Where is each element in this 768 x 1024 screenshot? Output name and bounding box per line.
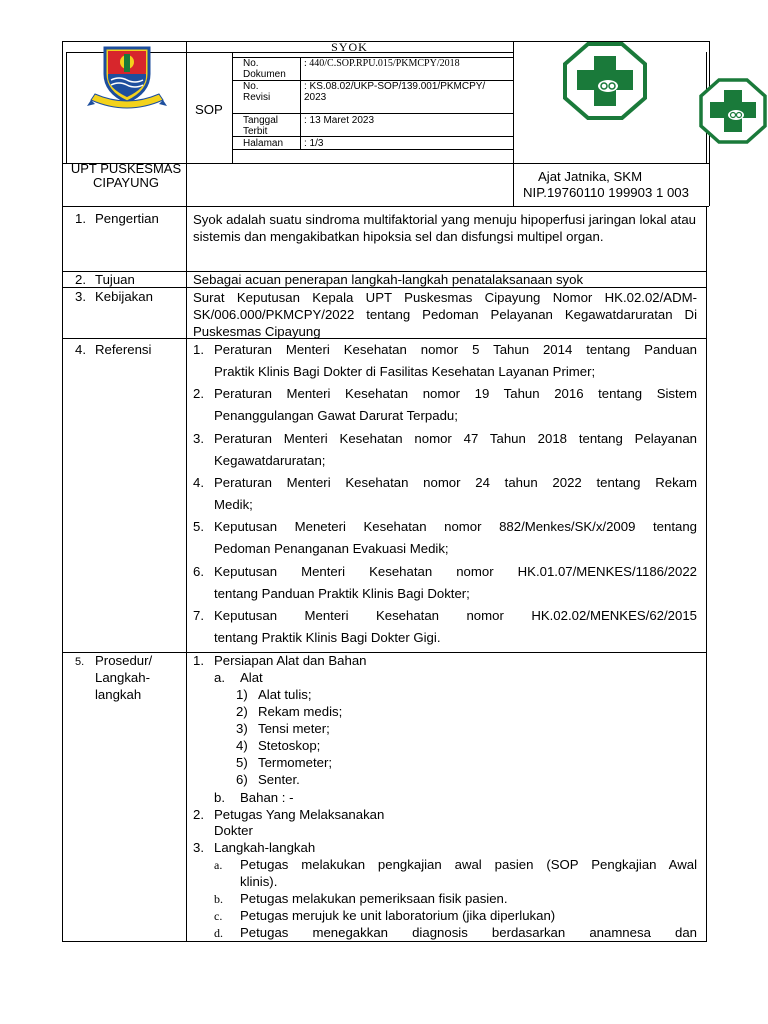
section-label-referensi: Referensi (95, 342, 152, 357)
doc-no-value: : 440/C.SOP.RPU.015/PKMCPY/2018 (304, 58, 460, 69)
step-title: Langkah-langkah (214, 840, 316, 855)
section-text-pengertian: Syok adalah suatu sindroma multifaktorial yang menuju hipoperfusi jaringan lokal atau sistemis dan mengakibatkan hipoksia sel dan disfungsi multipel organ. (193, 212, 696, 244)
substep-letter: b. (214, 790, 225, 805)
reference-line: Kegawatdaruratan; (214, 452, 326, 468)
section-label-pengertian: Pengertian (95, 211, 159, 226)
document-title: SYOK (331, 40, 368, 54)
equipment-item: Alat tulis; (258, 687, 312, 702)
reference-line: tentang Praktik Klinis Bagi Dokter Gigi. (214, 629, 441, 645)
equipment-number: 2) (236, 704, 248, 719)
doc-no-label: No. Dokumen (243, 58, 286, 80)
rev-no-label: No. Revisi (243, 81, 271, 103)
section-text-kebijakan: Surat Keputusan Kepala UPT Puskesmas Cipayung Nomor HK.02.02/ADM-SK/006.000/PKMCPY/2022 tentang Pedoman Pelayanan Kegawatdaruratan Di Puskesmas Cipayung (193, 290, 697, 339)
puskesmas-logo-secondary (699, 78, 767, 144)
equipment-item: Stetoskop; (258, 738, 321, 753)
step-title: Petugas Yang Melaksanakan (214, 807, 385, 822)
section-number: 3. (75, 289, 86, 304)
section-number: 1. (75, 211, 86, 226)
section-number: 2. (75, 272, 86, 287)
reference-line: tentang Panduan Praktik Klinis Bagi Dokter; (214, 585, 470, 601)
reference-number: 1. (193, 342, 204, 357)
step-line: Petugas melakukan pengkajian awal pasien (SOP Pengkajian Awal (240, 857, 697, 872)
reference-line: Peraturan Menteri Kesehatan nomor 19 Tahun 2016 tentang Sistem (214, 386, 697, 402)
reference-number: 4. (193, 474, 204, 490)
equipment-number: 1) (236, 687, 248, 702)
equipment-number: 3) (236, 721, 248, 736)
reference-line: Praktik Klinis Bagi Dokter di Fasilitas Kesehatan Layanan Primer; (214, 364, 596, 379)
date-value: : 13 Maret 2023 (304, 115, 375, 126)
equipment-number: 4) (236, 738, 248, 753)
reference-line: Peraturan Menteri Kesehatan nomor 24 tahun 2022 tentang Rekam (214, 474, 697, 490)
step-letter: c. (214, 909, 223, 923)
step-line: Petugas menegakkan diagnosis berdasarkan anamnesa dan (240, 925, 697, 940)
equipment-number: 6) (236, 772, 248, 787)
equipment-number: 5) (236, 755, 248, 770)
substep-letter: a. (214, 670, 225, 685)
page-label: Halaman (243, 138, 284, 149)
puskesmas-logo (563, 42, 647, 120)
section-number: 4. (75, 342, 86, 357)
step-line: Petugas melakukan pemeriksaan fisik pasien. (240, 891, 508, 906)
reference-line: Peraturan Menteri Kesehatan nomor 47 Tahun 2018 tentang Pelayanan (214, 430, 697, 446)
reference-number: 5. (193, 519, 204, 535)
step-letter: d. (214, 926, 223, 940)
regional-emblem-logo (87, 44, 167, 114)
step-letter: b. (214, 892, 223, 906)
reference-number: 2. (193, 386, 204, 402)
signer-nip: NIP.19760110 199903 1 003 (523, 185, 689, 200)
reference-line: Pedoman Penanganan Evakuasi Medik; (214, 541, 449, 557)
step-number: 1. (193, 653, 204, 668)
signer-name: Ajat Jatnika, SKM (538, 169, 643, 184)
section-text-tujuan: Sebagai acuan penerapan langkah-langkah penatalaksanaan syok (193, 272, 584, 287)
section-label-prosedur: Langkah- (95, 670, 150, 685)
sop-label: SOP (195, 102, 223, 117)
reference-number: 6. (193, 563, 204, 579)
reference-line: Penanggulangan Gawat Darurat Terpadu; (214, 408, 458, 424)
section-number: 5. (75, 656, 85, 668)
section-label-kebijakan: Kebijakan (95, 289, 153, 304)
step-letter: a. (214, 858, 223, 872)
reference-line: Keputusan Menteri Kesehatan nomor HK.01.07/MENKES/1186/2022 (214, 563, 697, 579)
reference-line: Peraturan Menteri Kesehatan nomor 5 Tahun 2014 tentang Panduan (214, 342, 697, 357)
equipment-item: Senter. (258, 772, 300, 787)
substep-title: Alat (240, 670, 263, 685)
institution-name: UPT PUSKESMAS CIPAYUNG (70, 161, 182, 190)
reference-number: 7. (193, 607, 204, 623)
section-label-tujuan: Tujuan (95, 272, 135, 287)
step-line: Petugas merujuk ke unit laboratorium (jika diperlukan) (240, 908, 556, 923)
equipment-item: Rekam medis; (258, 704, 343, 719)
reference-line: Medik; (214, 496, 253, 512)
reference-line: Keputusan Meneteri Kesehatan nomor 882/Menkes/SK/x/2009 tentang (214, 519, 697, 535)
substep-title: Bahan : - (240, 790, 294, 805)
equipment-item: Termometer; (258, 755, 333, 770)
date-label: Tanggal Terbit (243, 115, 279, 137)
step-number: 3. (193, 840, 204, 855)
step-line: klinis). (240, 874, 278, 889)
step-value: Dokter (214, 823, 253, 838)
reference-line: Keputusan Menteri Kesehatan nomor HK.02.02/MENKES/62/2015 (214, 607, 697, 623)
section-label-prosedur: Prosedur/ (95, 653, 153, 668)
page-value: : 1/3 (304, 138, 324, 149)
equipment-item: Tensi meter; (258, 721, 330, 736)
step-title: Persiapan Alat dan Bahan (214, 653, 367, 668)
step-number: 2. (193, 807, 204, 822)
rev-no-value: : KS.08.02/UKP-SOP/139.001/PKMCPY/ 2023 (304, 81, 486, 103)
section-label-prosedur: langkah (95, 687, 142, 702)
reference-number: 3. (193, 430, 204, 446)
